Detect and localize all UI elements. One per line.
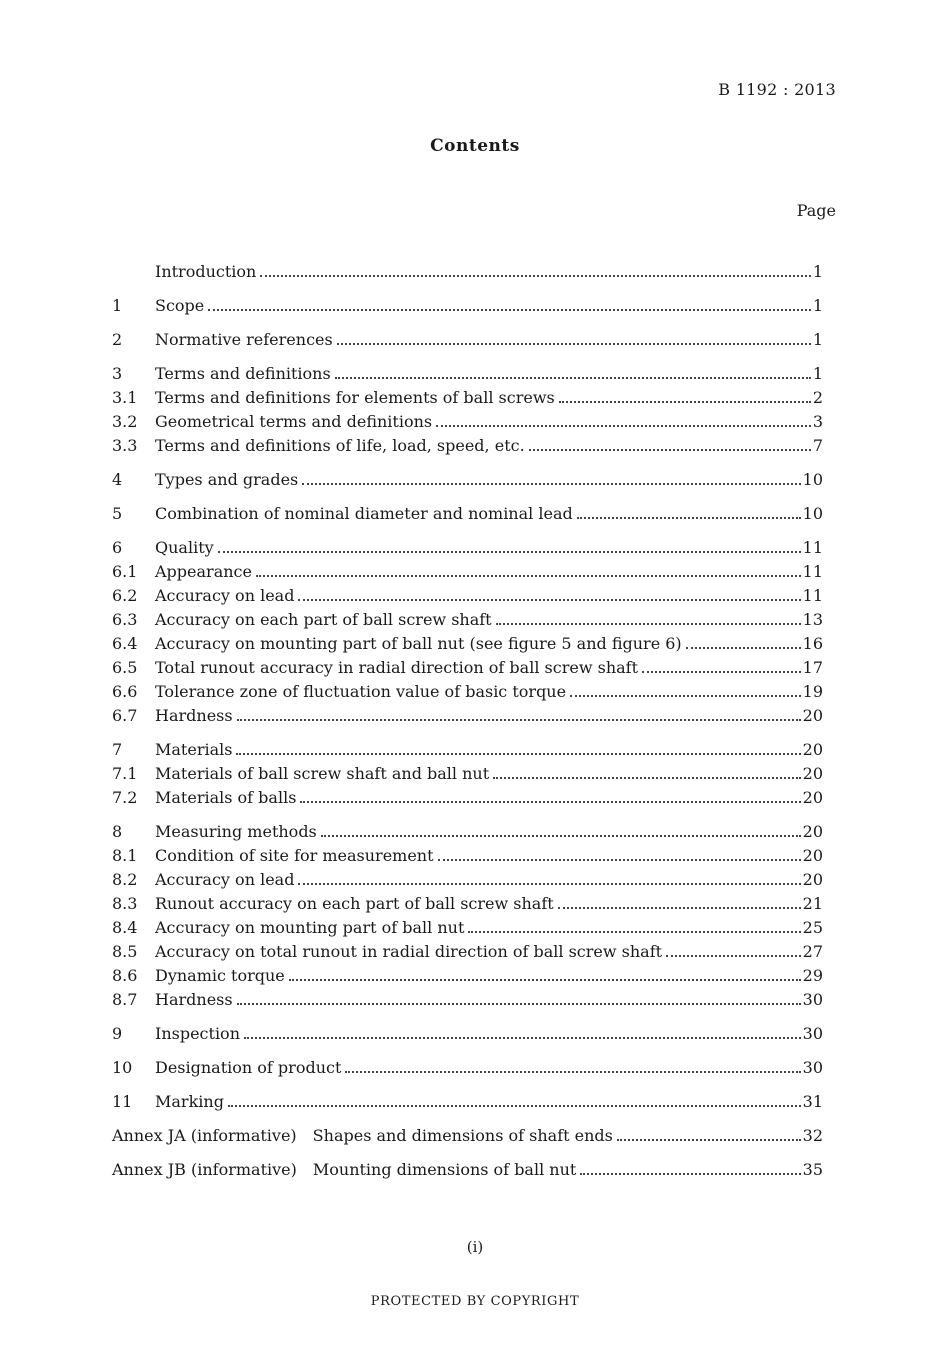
toc-entry-number: 8.3 xyxy=(112,894,138,913)
toc-entry[interactable] xyxy=(112,682,823,706)
toc-entry[interactable] xyxy=(112,330,823,354)
toc-entry[interactable] xyxy=(112,470,823,494)
toc-entry[interactable] xyxy=(112,586,823,610)
toc-entry[interactable] xyxy=(112,894,823,918)
toc-entry-number: 6.1 xyxy=(112,562,138,581)
page-title: Contents xyxy=(430,136,520,156)
toc-annex-title: Shapes and dimensions of shaft ends xyxy=(312,1126,613,1145)
toc-annex-page: 32 xyxy=(802,1126,823,1145)
toc-entry-number: 4 xyxy=(112,470,123,489)
toc-dot-leader xyxy=(617,1139,801,1141)
toc-entry-page: 20 xyxy=(802,870,823,889)
toc-entry-number: 5 xyxy=(112,504,123,523)
toc-entry-number: 6.5 xyxy=(112,658,138,677)
table-of-contents xyxy=(112,262,823,1184)
toc-entry[interactable] xyxy=(112,658,823,682)
toc-entry-title: Materials of balls xyxy=(155,788,297,807)
toc-entry[interactable] xyxy=(112,764,823,788)
toc-dot-leader xyxy=(436,425,811,427)
footer-page-number: (i) xyxy=(466,1238,484,1256)
toc-entry-title: Appearance xyxy=(155,562,252,581)
toc-entry[interactable] xyxy=(112,562,823,586)
toc-entry-title: Introduction xyxy=(155,262,257,281)
copyright-notice: PROTECTED BY COPYRIGHT xyxy=(370,1294,580,1309)
toc-entry-title: Accuracy on mounting part of ball nut xyxy=(155,918,465,937)
toc-dot-leader xyxy=(558,907,801,909)
toc-dot-leader xyxy=(218,551,801,553)
toc-entry-number: 3.1 xyxy=(112,388,138,407)
toc-entry-page: 31 xyxy=(802,1092,823,1111)
toc-entry-title: Terms and definitions xyxy=(155,364,331,383)
toc-entry-number: 6.2 xyxy=(112,586,138,605)
toc-dot-leader xyxy=(236,753,800,755)
toc-entry-title: Condition of site for measurement xyxy=(155,846,434,865)
toc-entry-number: 1 xyxy=(112,296,123,315)
toc-entry-number: 8.7 xyxy=(112,990,138,1009)
toc-entry[interactable] xyxy=(112,846,823,870)
toc-dot-leader xyxy=(529,449,811,451)
toc-annex-entry[interactable] xyxy=(112,1126,823,1150)
toc-entry-number: 8.2 xyxy=(112,870,138,889)
toc-entry-title: Geometrical terms and definitions xyxy=(155,412,433,431)
toc-entry-title: Marking xyxy=(155,1092,224,1111)
toc-entry-page: 20 xyxy=(802,740,823,759)
toc-dot-leader xyxy=(580,1173,800,1175)
toc-entry[interactable] xyxy=(112,990,823,1014)
toc-entry-number: 6 xyxy=(112,538,123,557)
toc-entry-number: 8.5 xyxy=(112,942,138,961)
toc-annex-designation: Annex JB (informative) xyxy=(112,1160,297,1179)
toc-dot-leader xyxy=(496,623,801,625)
toc-entry-page: 10 xyxy=(802,470,823,489)
toc-dot-leader xyxy=(686,647,801,649)
toc-entry-page: 3 xyxy=(812,412,823,431)
toc-entry-page: 17 xyxy=(802,658,823,677)
toc-entry-page: 7 xyxy=(812,436,823,455)
toc-annex-page: 35 xyxy=(802,1160,823,1179)
toc-annex-title: Mounting dimensions of ball nut xyxy=(312,1160,577,1179)
toc-entry-page: 1 xyxy=(812,296,823,315)
toc-entry[interactable] xyxy=(112,788,823,812)
toc-entry-number: 8.6 xyxy=(112,966,138,985)
toc-entry[interactable] xyxy=(112,1092,823,1116)
toc-entry-page: 1 xyxy=(812,330,823,349)
toc-entry-page: 11 xyxy=(802,586,823,605)
toc-dot-leader xyxy=(642,671,801,673)
toc-dot-leader xyxy=(345,1071,800,1073)
toc-entry[interactable] xyxy=(112,1058,823,1082)
toc-entry-page: 30 xyxy=(802,1024,823,1043)
toc-entry-page: 20 xyxy=(802,706,823,725)
toc-entry-number: 8 xyxy=(112,822,123,841)
toc-entry-page: 20 xyxy=(802,788,823,807)
toc-dot-leader xyxy=(570,695,801,697)
toc-entry-number: 3 xyxy=(112,364,123,383)
toc-entry-page: 25 xyxy=(802,918,823,937)
toc-entry-page: 16 xyxy=(802,634,823,653)
toc-entry-title: Terms and definitions of life, load, speed, etc. xyxy=(155,436,525,455)
toc-entry[interactable] xyxy=(112,706,823,730)
toc-entry-title: Accuracy on mounting part of ball nut (see figure 5 and figure 6) xyxy=(155,634,682,653)
toc-entry-page: 19 xyxy=(802,682,823,701)
toc-entry[interactable] xyxy=(112,388,823,412)
toc-entry-number: 7.2 xyxy=(112,788,138,807)
toc-entry-page: 1 xyxy=(812,364,823,383)
toc-entry[interactable] xyxy=(112,296,823,320)
toc-entry-title: Inspection xyxy=(155,1024,240,1043)
toc-entry-page: 30 xyxy=(802,990,823,1009)
toc-entry-page: 20 xyxy=(802,846,823,865)
toc-entry-page: 20 xyxy=(802,764,823,783)
toc-entry-title: Designation of product xyxy=(155,1058,342,1077)
toc-entry[interactable] xyxy=(112,504,823,528)
toc-entry-title: Materials xyxy=(155,740,233,759)
toc-entry[interactable] xyxy=(112,610,823,634)
toc-dot-leader xyxy=(237,1003,801,1005)
toc-entry-title: Scope xyxy=(155,296,205,315)
toc-entry-number: 2 xyxy=(112,330,123,349)
toc-entry[interactable] xyxy=(112,436,823,460)
toc-entry-page: 2 xyxy=(812,388,823,407)
toc-dot-leader xyxy=(335,377,811,379)
toc-entry-number: 8.1 xyxy=(112,846,138,865)
toc-entry-page: 20 xyxy=(802,822,823,841)
toc-entry-number: 9 xyxy=(112,1024,123,1043)
toc-dot-leader xyxy=(493,777,800,779)
toc-entry-title: Types and grades xyxy=(155,470,299,489)
toc-entry-page: 29 xyxy=(802,966,823,985)
toc-entry-title: Runout accuracy on each part of ball screw shaft xyxy=(155,894,554,913)
toc-entry-number: 8.4 xyxy=(112,918,138,937)
toc-entry[interactable] xyxy=(112,262,823,286)
toc-dot-leader xyxy=(438,859,801,861)
toc-dot-leader xyxy=(237,719,801,721)
toc-dot-leader xyxy=(666,955,801,957)
toc-entry-number: 6.7 xyxy=(112,706,138,725)
toc-entry-title: Dynamic torque xyxy=(155,966,285,985)
toc-entry-number: 7 xyxy=(112,740,123,759)
toc-dot-leader xyxy=(337,343,811,345)
toc-dot-leader xyxy=(321,835,801,837)
toc-dot-leader xyxy=(468,931,800,933)
toc-entry-title: Hardness xyxy=(155,706,233,725)
toc-entry-title: Measuring methods xyxy=(155,822,317,841)
toc-entry-page: 11 xyxy=(802,562,823,581)
toc-entry-page: 27 xyxy=(802,942,823,961)
toc-entry-title: Materials of ball screw shaft and ball nut xyxy=(155,764,490,783)
toc-entry-title: Accuracy on lead xyxy=(155,870,295,889)
toc-entry-page: 11 xyxy=(802,538,823,557)
toc-entry[interactable] xyxy=(112,918,823,942)
toc-annex-designation: Annex JA (informative) xyxy=(112,1126,297,1145)
toc-dot-leader xyxy=(256,575,801,577)
document-code: B 1192 : 2013 xyxy=(718,80,836,99)
toc-dot-leader xyxy=(300,801,800,803)
toc-entry-page: 13 xyxy=(802,610,823,629)
toc-entry-page: 30 xyxy=(802,1058,823,1077)
toc-entry-number: 7.1 xyxy=(112,764,138,783)
toc-dot-leader xyxy=(289,979,801,981)
toc-entry[interactable] xyxy=(112,966,823,990)
toc-entry-number: 6.4 xyxy=(112,634,138,653)
toc-entry-number: 10 xyxy=(112,1058,133,1077)
toc-dot-leader xyxy=(559,401,811,403)
toc-entry-title: Combination of nominal diameter and nominal lead xyxy=(155,504,573,523)
toc-dot-leader xyxy=(208,309,811,311)
toc-entry[interactable] xyxy=(112,740,823,764)
toc-entry-number: 6.3 xyxy=(112,610,138,629)
toc-entry[interactable] xyxy=(112,634,823,658)
toc-entry-title: Accuracy on each part of ball screw shaft xyxy=(155,610,492,629)
toc-entry-page: 21 xyxy=(802,894,823,913)
toc-entry-title: Accuracy on lead xyxy=(155,586,295,605)
toc-dot-leader xyxy=(244,1037,801,1039)
toc-entry[interactable] xyxy=(112,942,823,966)
toc-annex-entry[interactable] xyxy=(112,1160,823,1184)
toc-dot-leader xyxy=(228,1105,801,1107)
toc-entry-number: 11 xyxy=(112,1092,133,1111)
toc-entry-number: 3.2 xyxy=(112,412,138,431)
toc-entry-title: Quality xyxy=(155,538,214,557)
toc-entry-page: 10 xyxy=(802,504,823,523)
toc-entry-title: Accuracy on total runout in radial direction of ball screw shaft xyxy=(155,942,663,961)
toc-entry-title: Hardness xyxy=(155,990,233,1009)
page-column-label: Page xyxy=(796,201,836,220)
toc-entry[interactable] xyxy=(112,412,823,436)
toc-entry-title: Normative references xyxy=(155,330,333,349)
toc-dot-leader xyxy=(260,275,810,277)
toc-entry-number: 6.6 xyxy=(112,682,138,701)
toc-dot-leader xyxy=(298,883,800,885)
toc-entry[interactable] xyxy=(112,870,823,894)
toc-entry-title: Tolerance zone of fluctuation value of basic torque xyxy=(155,682,567,701)
toc-entry[interactable] xyxy=(112,538,823,562)
toc-entry-title: Total runout accuracy in radial direction of ball screw shaft xyxy=(155,658,639,677)
toc-dot-leader xyxy=(302,483,800,485)
toc-dot-leader xyxy=(577,517,801,519)
toc-entry[interactable] xyxy=(112,822,823,846)
toc-entry-page: 1 xyxy=(812,262,823,281)
toc-dot-leader xyxy=(298,599,800,601)
toc-entry[interactable] xyxy=(112,1024,823,1048)
toc-entry[interactable] xyxy=(112,364,823,388)
toc-entry-title: Terms and definitions for elements of ball screws xyxy=(155,388,555,407)
toc-entry-number: 3.3 xyxy=(112,436,138,455)
